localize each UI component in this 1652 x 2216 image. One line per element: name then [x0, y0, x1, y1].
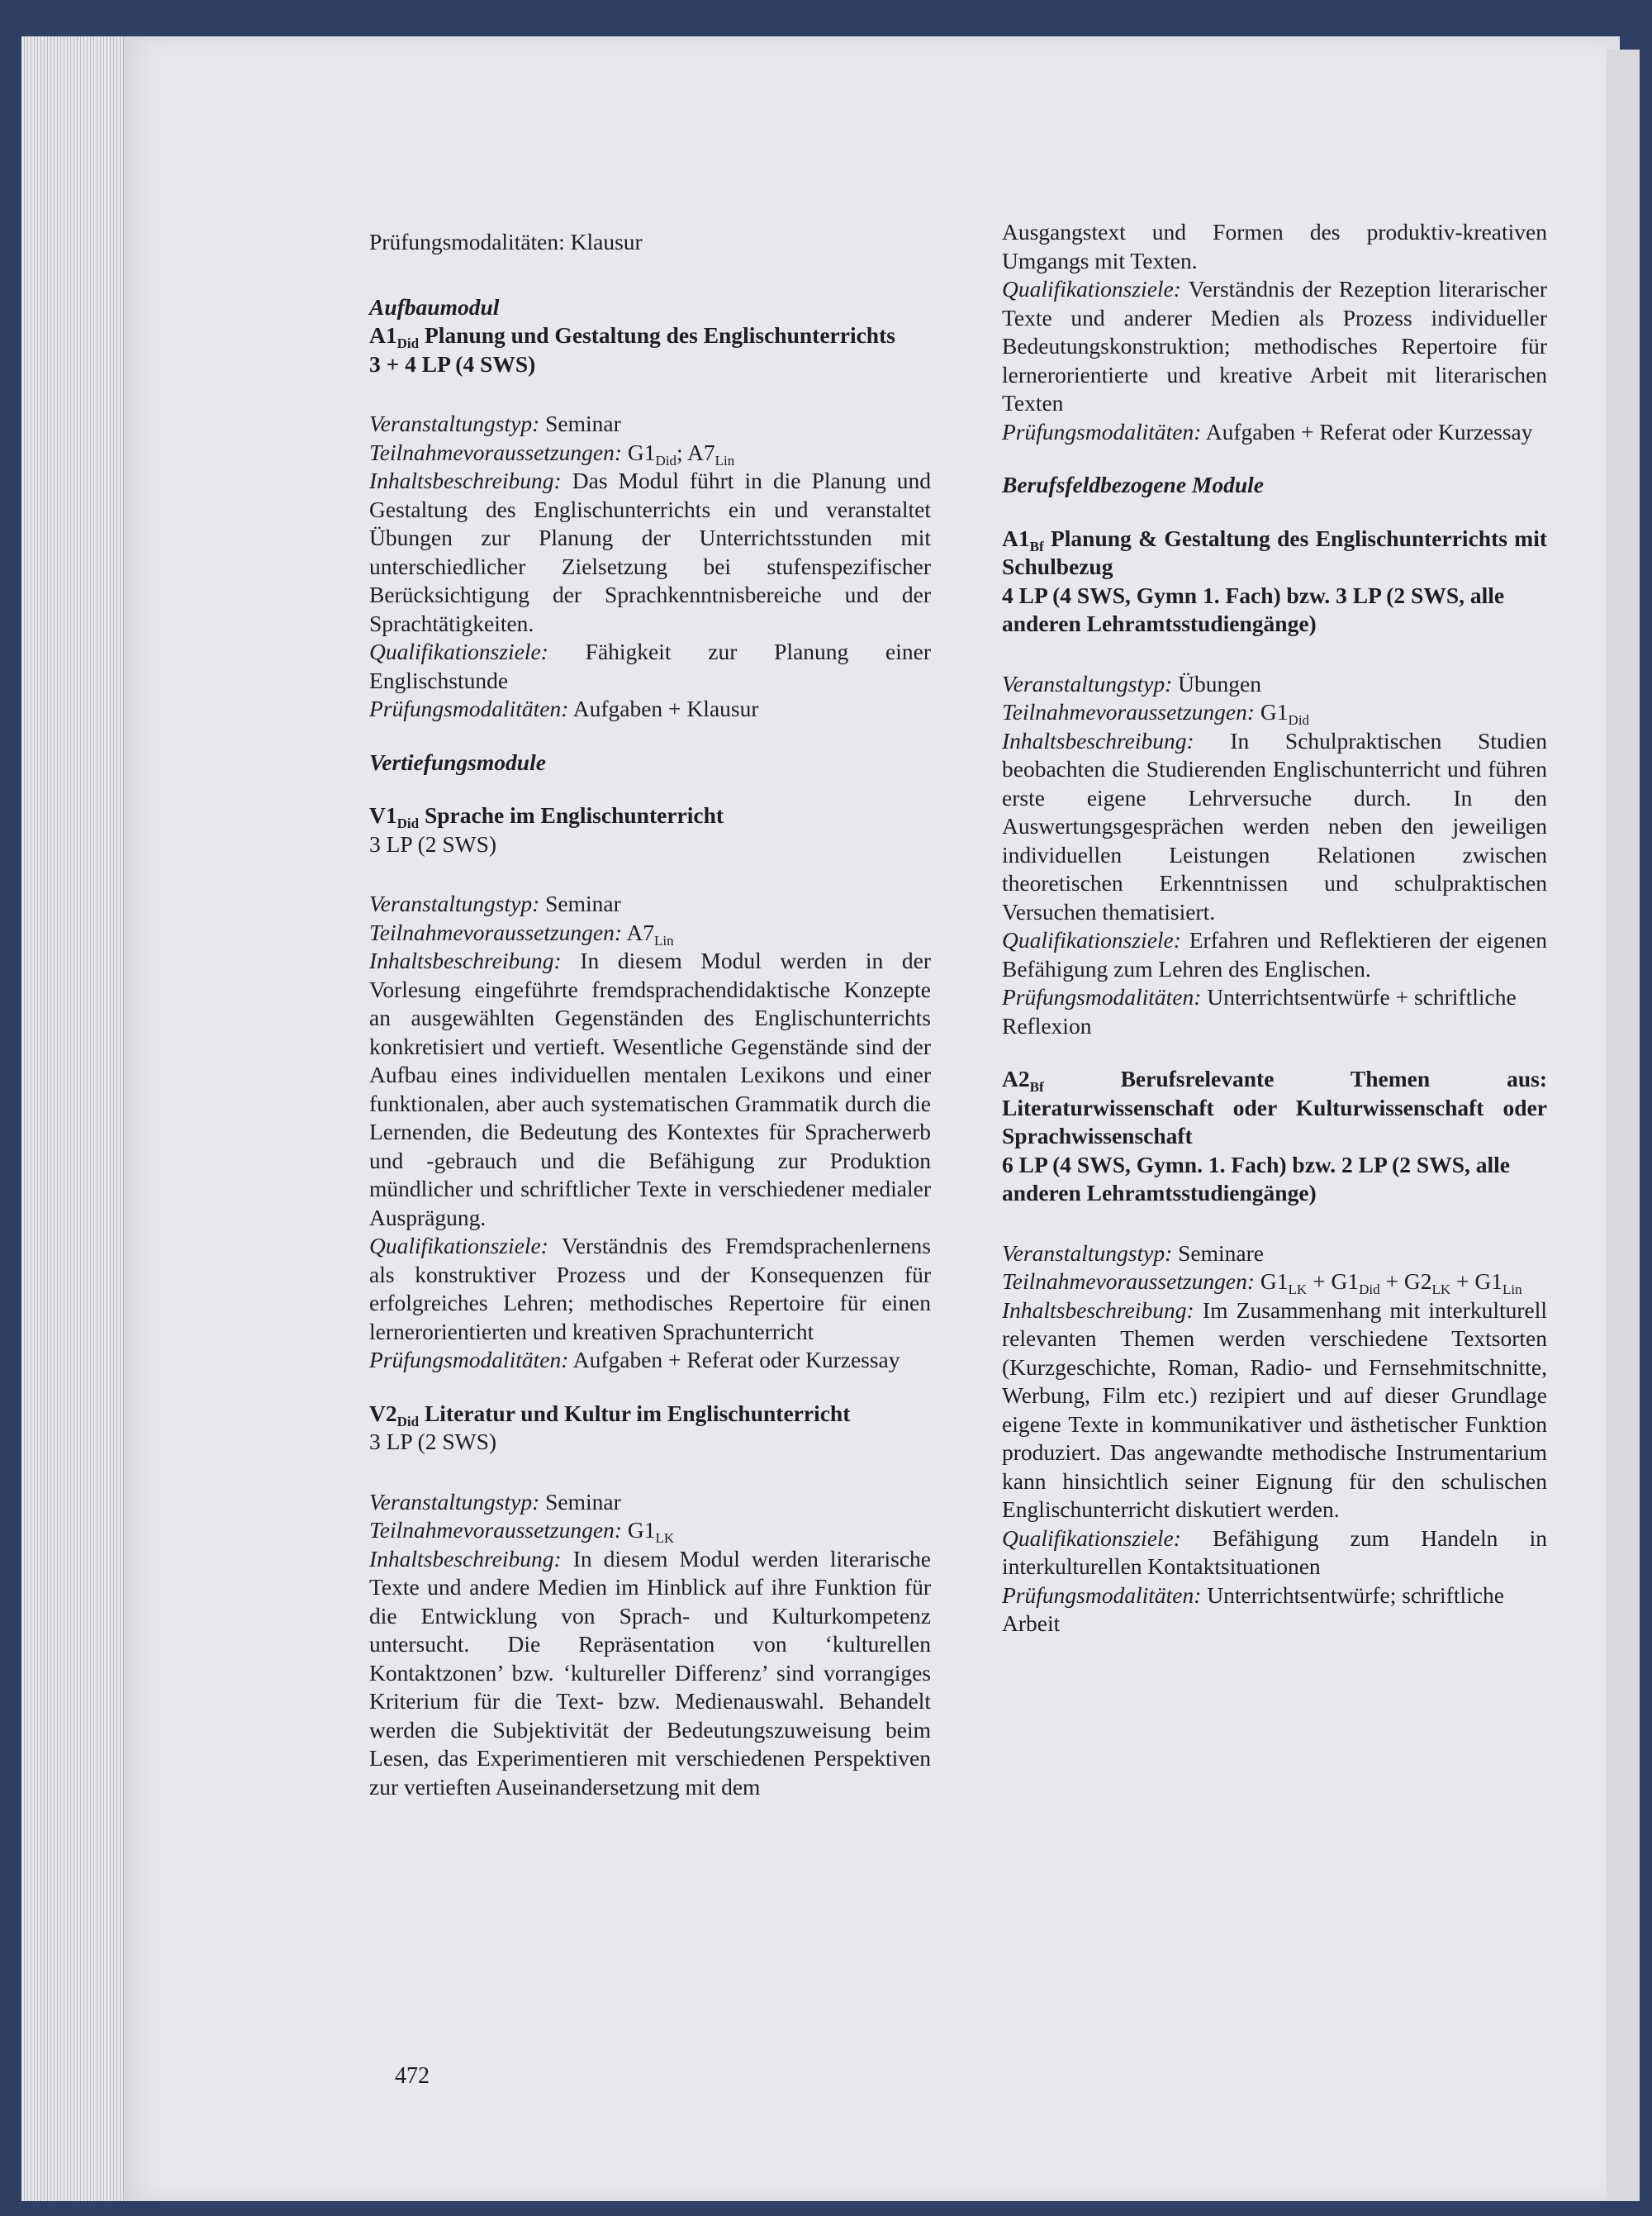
page-number: 472 — [395, 2063, 430, 2089]
right-column — [1002, 218, 1547, 1638]
module-a1-credits: 3 + 4 LP (4 SWS) — [369, 350, 536, 377]
a2bf-inhalt: Inhaltsbeschreibung: Im Zusammenhang mit interkulturell relevanten Themen werden verschiedene Textsorten (Kurzgeschichte, Roman, Radio- und Fernsehmitschnitte, Werbung, Film etc.) rezipiert und auf dieser Grundlage eigene Texte in kommunikativer und ästhetischer Funktion produziert. Das angewandte methodische Instrumentarium kann hinsichtlich seiner Eignung für den schulischen Englischunterricht diskutiert werden. — [1002, 1296, 1548, 1522]
a2bf-pruef: Prüfungsmodalitäten: Unterrichtsentwürfe; schriftliche Arbeit — [1002, 1581, 1504, 1636]
v2-pruef: Prüfungsmodalitäten: Aufgaben + Referat oder Kurzessay — [1002, 418, 1533, 445]
intro-exam: Prüfungsmodalitäten: Klausur — [369, 229, 643, 254]
section-aufbaumodul: Aufbaumodul — [369, 293, 500, 320]
a1-pruef: Prüfungsmodalitäten: Aufgaben + Klausur — [369, 696, 759, 721]
a1bf-inhalt: Inhaltsbeschreibung: In Schulpraktischen Studien beobachten die Studierenden Englischunterricht und führen erste eigene Lehrversuche durch. In den Auswertungsgesprächen werden neben den jeweiligen individuellen Leistungen Relationen zwischen theoretischen Erkenntnissen und schulpraktischen Versuchen thematisiert. — [1002, 727, 1547, 925]
a1bf-typ: Veranstaltungstyp: Übungen — [1002, 670, 1261, 697]
v1-inhalt: Inhaltsbeschreibung: In diesem Modul werden in der Vorlesung eingeführte fremdsprachendidaktische Konzepte an ausgewählten Gegenständen des Englischunterrichts konkretisiert und vertieft. Wesentliche Gegenstände sind der Aufbau eines individuellen mentalen Lexikons und einer funktionalen, aber auch systematischen Grammatik durch die Lernenden, die Bedeutung des Kontextes für Spracherwerb und -gebrauch und die Befähigung zur Produktion mündlicher und schriftlicher Texte in verschiedener medialer Ausprägung. — [369, 948, 932, 1230]
module-v2-heading: $V2_{Did}$ Literatur und Kultur im Englischunterricht — [369, 1400, 851, 1429]
v2-inhalt: Inhaltsbeschreibung: In diesem Modul werden literarische Texte und andere Medien im Hinblick auf ihre Funktion für die Entwicklung von Sprach- und Kulturkompetenz untersucht. Die Repräsentation von ‘kulturellen Kontaktzonen’ bzw. ‘kultureller Differenz’ sind vorrangiges Kriterium für die Text- bzw. Medienauswahl. Behandelt werden die Subjektivität der Bedeutungszuweisung beim Lesen, das Experimentieren mit verschiedenen Perspektiven zur vertieften Auseinandersetzung mit dem — [369, 1545, 931, 1800]
module-a2bf-credits: 6 LP (4 SWS, Gymn. 1. Fach) bzw. 2 LP (2 SWS, alle anderen Lehramtsstudiengänge) — [1002, 1151, 1510, 1205]
v2-typ: Veranstaltungstyp: Seminar — [369, 1488, 621, 1515]
next-page-edge — [1607, 50, 1640, 2201]
a1-ziele: Qualifikationsziele: Fähigkeit zur Planung einer Englischstunde — [369, 639, 932, 693]
a1-typ: Veranstaltungstyp: Seminar — [369, 411, 621, 436]
v1-ziele: Qualifikationsziele: Verständnis des Fremdsprachenlernens als konstruktiver Prozess und der Konsequenzen für erfolgreiches Lehren; methodisches Repertoire für einen lernerorientierten und kreativen Sprachunterricht — [369, 1233, 931, 1344]
v2-teil: Teilnahmevoraussetzungen: $G1_{LK}$ — [369, 1517, 675, 1546]
module-a1bf-heading: $A1_{Bf}$ Planung & Gestaltung des Englischunterrichts mit Schulbezug — [1002, 525, 1547, 579]
v1-teil: Teilnahmevoraussetzungen: $A7_{Lin}$ — [369, 919, 674, 949]
a1bf-pruef: Prüfungsmodalitäten: Unterrichtsentwürfe + schriftliche Reflexion — [1002, 984, 1517, 1039]
module-v2-credits: 3 LP (2 SWS) — [369, 1429, 497, 1454]
module-v1-heading: $V1_{Did}$ Sprache im Englischunterricht — [369, 802, 724, 831]
a2bf-ziele: Qualifikationsziele: Befähigung zum Handeln in interkulturellen Kontaktsituationen — [1002, 1524, 1547, 1579]
page-edges — [21, 36, 137, 2201]
v2-ziele: Qualifikationsziele: Verständnis der Rezeption literarischer Texte und anderer Medien als Prozess individueller Bedeutungskonstruktion; methodisches Repertoire für lernerorientierte und kreative Arbeit mit literarischen Texten — [1002, 276, 1547, 416]
a1bf-ziele: Qualifikationsziele: Erfahren und Reflektieren der eigenen Befähigung zum Lehren des Englischen. — [1002, 927, 1547, 982]
module-v1-credits: 3 LP (2 SWS) — [369, 830, 497, 857]
a2bf-teil: Teilnahmevoraussetzungen: $G1_{LK} + G1_{Did} + G2_{LK} + G1_{Lin}$ — [1002, 1268, 1522, 1297]
a1bf-teil: Teilnahmevoraussetzungen: $G1_{Did}$ — [1002, 699, 1310, 728]
section-vertiefungsmodule: Vertiefungsmodule — [369, 749, 546, 775]
section-berufsfeldbezogene-module: Berufsfeldbezogene Module — [1002, 472, 1264, 497]
v1-pruef: Prüfungsmodalitäten: Aufgaben + Referat oder Kurzessay — [369, 1347, 900, 1372]
module-a1bf-credits: 4 LP (4 SWS, Gymn 1. Fach) bzw. 3 LP (2 SWS, alle anderen Lehramtsstudiengänge) — [1002, 582, 1505, 636]
a1-teil: Teilnahmevoraussetzungen: $G1_{Did}$; $A7_{Lin}$ — [369, 439, 735, 468]
v2-continuation: Ausgangstext und Formen des produktiv-kreativen Umgangs mit Texten. — [1002, 219, 1547, 273]
module-a1-heading: $A1_{Did}$ Planung und Gestaltung des Englischunterrichts — [369, 322, 895, 351]
v1-typ: Veranstaltungstyp: Seminar — [369, 891, 621, 916]
a2bf-typ: Veranstaltungstyp: Seminare — [1002, 1239, 1264, 1266]
left-column — [369, 228, 931, 1801]
a1-inhalt: Inhaltsbeschreibung: Das Modul führt in die Planung und Gestaltung des Englischunterrichts ein und veranstaltet Übungen zur Planung der Unterrichtsstunden mit unterschiedlicher Zielsetzung bei stufenspezifischer Berücksichtigung der Sprachkenntnisbereiche und der Sprachtätigkeiten. — [369, 468, 932, 636]
module-a2bf-heading: $A2_{Bf}$ Berufsrelevante Themen aus: Literaturwissenschaft oder Kulturwissenschaft oder Sprachwissenschaft — [1002, 1066, 1548, 1148]
